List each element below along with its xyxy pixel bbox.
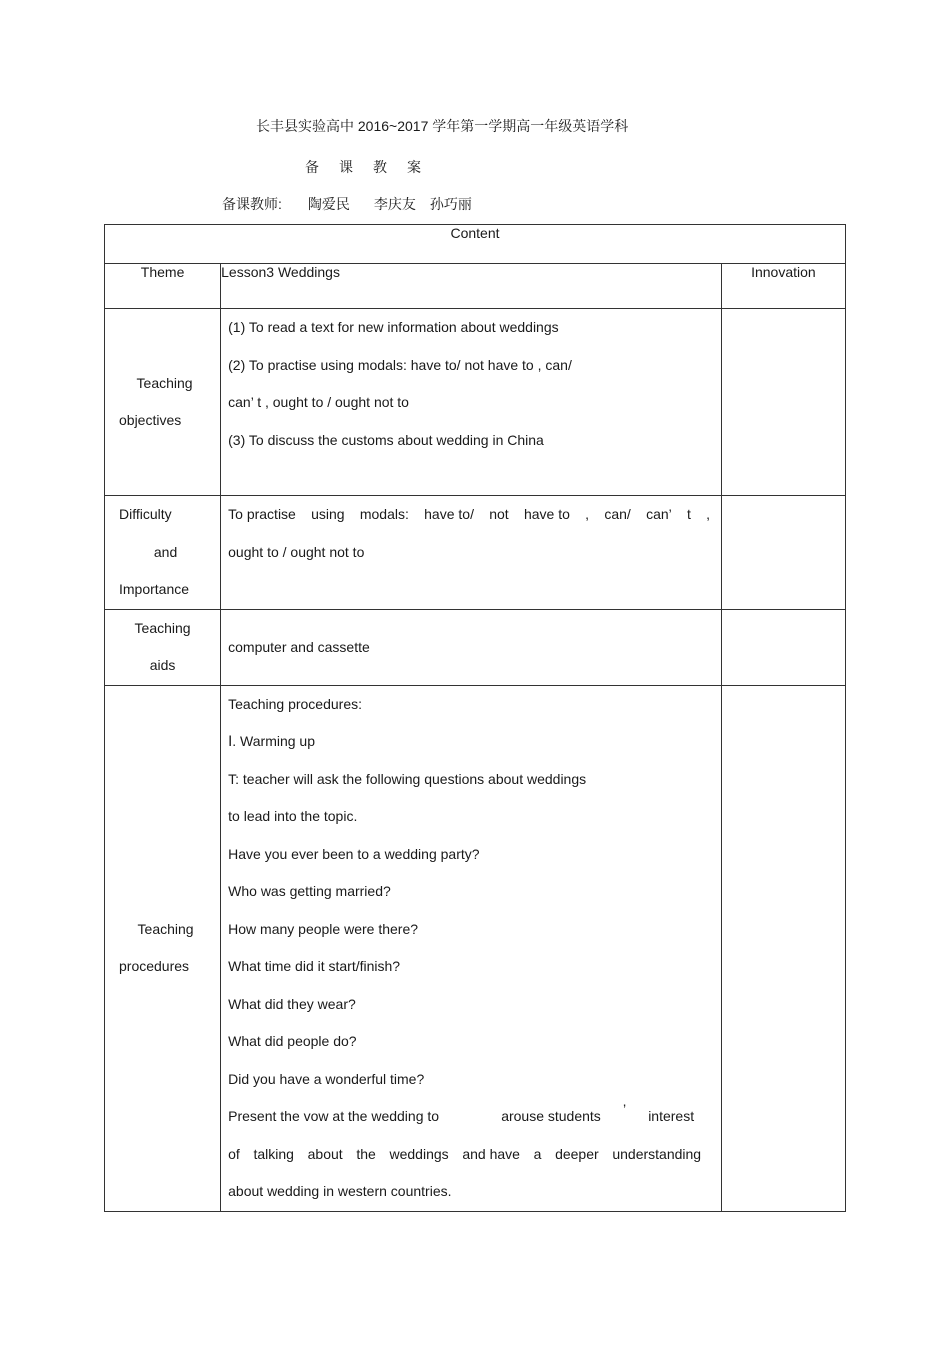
difficulty-line: ought to / ought not to — [228, 543, 365, 560]
teacher-name: 陶爱民 — [307, 196, 350, 212]
innovation-cell — [721, 609, 845, 685]
aids-label: aids — [149, 656, 176, 673]
procedure-line: about wedding in western countries. — [228, 1183, 452, 1199]
procedure-line: What did they wear? — [228, 995, 356, 1012]
innovation-cell — [721, 309, 845, 496]
aids-value: computer and cassette — [228, 639, 370, 655]
procedure-line: Ⅰ. Warming up — [228, 733, 315, 749]
procedure-line: Have you ever been to a wedding party? — [228, 845, 480, 862]
title-char: 案 — [407, 159, 422, 175]
objective-line: (2) To practise using modals: have to/ not have to , can/ — [228, 356, 572, 373]
teacher-name: 李庆友 — [373, 196, 416, 212]
procedure-line: Teaching procedures: — [228, 695, 363, 712]
procedure-line: of talking about the weddings and have a deeper understanding — [228, 1145, 702, 1162]
difficulty-row — [105, 496, 846, 610]
procedures-row — [105, 685, 846, 1211]
procedure-line: Who was getting married? — [228, 883, 391, 899]
title-char: 课 — [339, 159, 354, 175]
aids-label: Teaching — [134, 619, 191, 636]
lesson-plan-table — [104, 224, 846, 1212]
title-char: 教 — [373, 159, 388, 175]
procedure-line: How many people were there? — [228, 920, 419, 937]
objectives-label: objectives — [119, 411, 182, 428]
objectives-label: Teaching — [136, 375, 193, 391]
objective-line: (1) To read a text for new information about weddings — [228, 319, 559, 335]
procedure-line: Present the vow at the wedding to arouse students ’ interest — [228, 1101, 695, 1124]
procedure-line: What time did it start/finish? — [228, 958, 401, 974]
procedures-label: Teaching — [137, 920, 194, 937]
innovation-cell — [721, 685, 845, 1211]
difficulty-label: Importance — [119, 581, 190, 597]
innovation-cell — [721, 496, 845, 610]
content-header: Content — [105, 225, 846, 264]
content-header-row — [105, 225, 846, 264]
title-char: 备 — [305, 159, 320, 175]
difficulty-line: To practise using modals: have to/ not have to , can/ can’ t , — [228, 506, 711, 522]
teachers-line — [222, 194, 472, 214]
objective-line: (3) To discuss the customs about wedding in China — [228, 431, 544, 448]
objective-line: can’ t , ought to / ought not to — [228, 394, 409, 410]
procedure-line: to lead into the topic. — [228, 808, 358, 824]
procedures-label: procedures — [119, 958, 190, 974]
difficulty-label: Difficulty — [119, 506, 172, 522]
procedure-line: What did people do? — [228, 1033, 357, 1049]
doc-title — [305, 157, 441, 177]
innovation-label: Innovation — [721, 264, 845, 309]
teachers-label: 备课教师: — [222, 196, 282, 212]
theme-row — [105, 264, 846, 309]
aids-row — [105, 609, 846, 685]
theme-label: Theme — [105, 264, 221, 309]
difficulty-label: and — [153, 543, 178, 560]
procedure-line: Did you have a wonderful time? — [228, 1070, 425, 1087]
procedure-line: T: teacher will ask the following questions about weddings — [228, 770, 587, 787]
theme-value: Lesson3 Weddings — [221, 264, 722, 309]
objectives-row — [105, 309, 846, 496]
teacher-name: 孙巧丽 — [429, 196, 472, 212]
school-header: 长丰县实验高中 2016~2017 学年第一学期高一年级英语学科 — [256, 118, 629, 134]
